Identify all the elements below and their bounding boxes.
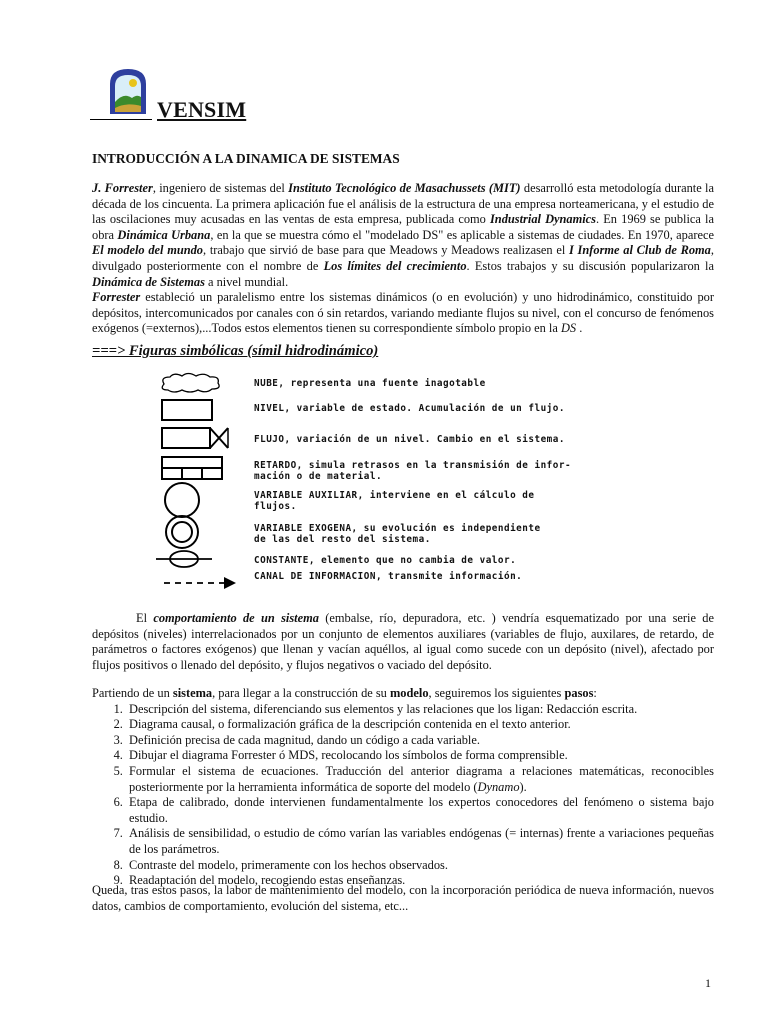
steps-intro: Partiendo de un sistema, para llegar a la construcción de su modelo, seguiremos los siguientes pasos: <box>92 686 597 700</box>
step-item: 7. Análisis de sensibilidad, o estudio de cómo varían las variables endógenas (= internas) frente a variaciones pequeñas de los parámetros. <box>126 826 714 857</box>
brand-title: VENSIM <box>157 97 247 122</box>
symbol-label-retardo: RETARDO, simula retrasos en la transmisión de infor- mación o de material. <box>254 460 572 482</box>
step-item: 2. Diagrama causal, o formalización gráfica de la descripción contenida en el texto anterior. <box>126 717 714 733</box>
closing-paragraph <box>92 883 714 914</box>
steps-list <box>92 702 714 889</box>
symbols-drawing <box>150 369 250 600</box>
page-title: INTRODUCCIÓN A LA DINAMICA DE SISTEMAS <box>92 151 400 166</box>
step-item: 6. Etapa de calibrado, donde intervienen fundamentalmente los expertos conocedores del fenómeno o sistema bajo estudio. <box>126 795 714 826</box>
step-item: 8. Contraste del modelo, primeramente con los hechos observados. <box>126 858 714 874</box>
closing-text: Queda, tras estos pasos, la labor de mantenimiento del modelo, con la incorporación periódica de nueva información, nuevos datos, cambios de comportamiento, evolución del sistema, etc... <box>92 883 714 913</box>
cloud-icon <box>162 374 219 393</box>
intro-paragraph-2: Forrester estableció un paralelismo entre los sistemas dinámicos (o en evolución) y uno hidrodinámico, constituido por depósitos, intercomunicados por canales con ó sin retardos, variando mediante flujos su nivel, con el concurso de fenómenos exógenos (=externos),...Todos estos elementos tienen su correspondiente símbolo propio en la DS . <box>92 290 714 336</box>
behavior-text: El comportamiento de un sistema (embalse, río, depuradora, etc. ) vendría esquematizado por una serie de depósitos (niveles) interrelacionados por un conjunto de elementos auxiliares (variables de flujo, auxilares, de retardo, de parámetros o factores exógenos) que llenan y vacían aquéllos, al igual como sucede con un depósito (nivel), afectado por flujos positivos o llenado del depósito, y flujos negativos o vaciado del depósito. <box>92 611 714 672</box>
information-channel-icon <box>164 577 236 589</box>
auxiliary-variable-icon <box>165 483 199 517</box>
steps-section <box>92 686 714 889</box>
step-item: 1. Descripción del sistema, diferenciando sus elementos y las relaciones que los ligan: Redacción escrita. <box>126 702 714 718</box>
step-item: 9. Readaptación del modelo, recogiendo estas enseñanzas. <box>126 873 714 889</box>
symbol-label-auxiliar: VARIABLE AUXILIAR, interviene en el cálculo de flujos. <box>254 490 535 512</box>
intro-paragraph-1: J. Forrester, ingeniero de sistemas del Instituto Tecnológico de Masachussets (MIT) desarrolló esta metodología durante la década de los cincuenta. La primera aplicación fue el análisis de la estructura de una empresa norteamericana, y el estudio de las oscilaciones muy acusadas en las ventas de esta empresa, publicada como Industrial Dynamics. En 1969 se publica la obra Dinámica Urbana, en la que se muestra cómo el "modelado DS" es aplicable a sistemas de ciudades. En 1970, aparece El modelo del mundo, trabajo que sirvió de base para que Meadows y Meadows realizasen el I Informe al Club de Roma, divulgado posteriormente con el nombre de Los límites del crecimiento. Estos trabajos y su discusión popularizaron la Dinámica de Sistemas a nivel mundial. <box>92 181 715 289</box>
step-item: 4. Dibujar el diagrama Forrester ó MDS, recolocando los símbolos de forma comprensible. <box>126 748 714 764</box>
logo-underline <box>90 119 152 120</box>
symbol-label-nivel: NIVEL, variable de estado. Acumulación de un flujo. <box>254 403 565 414</box>
page-number: 1 <box>705 976 711 990</box>
exogenous-variable-icon <box>166 516 198 548</box>
delay-icon <box>162 457 222 479</box>
symbol-label-exogena: VARIABLE EXOGENA, su evolución es independiente de las del resto del sistema. <box>254 523 541 545</box>
behavior-paragraph <box>92 611 714 673</box>
symbol-label-canal: CANAL DE INFORMACION, transmite información. <box>254 571 523 582</box>
step-item: 3. Definición precisa de cada magnitud, dando un código a cada variable. <box>126 733 714 749</box>
symbols-figure <box>150 369 657 600</box>
section-heading: ===> Figuras simbólicas (símil hidrodinámico) <box>92 343 379 359</box>
flow-valve-icon <box>162 428 228 448</box>
symbol-label-flujo: FLUJO, variación de un nivel. Cambio en el sistema. <box>254 434 565 445</box>
symbol-label-nube: NUBE, representa una fuente inagotable <box>254 378 486 389</box>
level-icon <box>162 400 212 420</box>
step-item: 5. Formular el sistema de ecuaciones. Traducción del anterior diagrama a relaciones matemáticas, reconocibles posteriormente por la herramienta informática de soporte del modelo (Dynamo). <box>126 764 714 795</box>
intro-text <box>92 181 714 337</box>
constant-icon <box>156 551 212 567</box>
symbol-label-constante: CONSTANTE, elemento que no cambia de valor. <box>254 555 517 566</box>
vensim-logo-icon <box>106 66 150 116</box>
